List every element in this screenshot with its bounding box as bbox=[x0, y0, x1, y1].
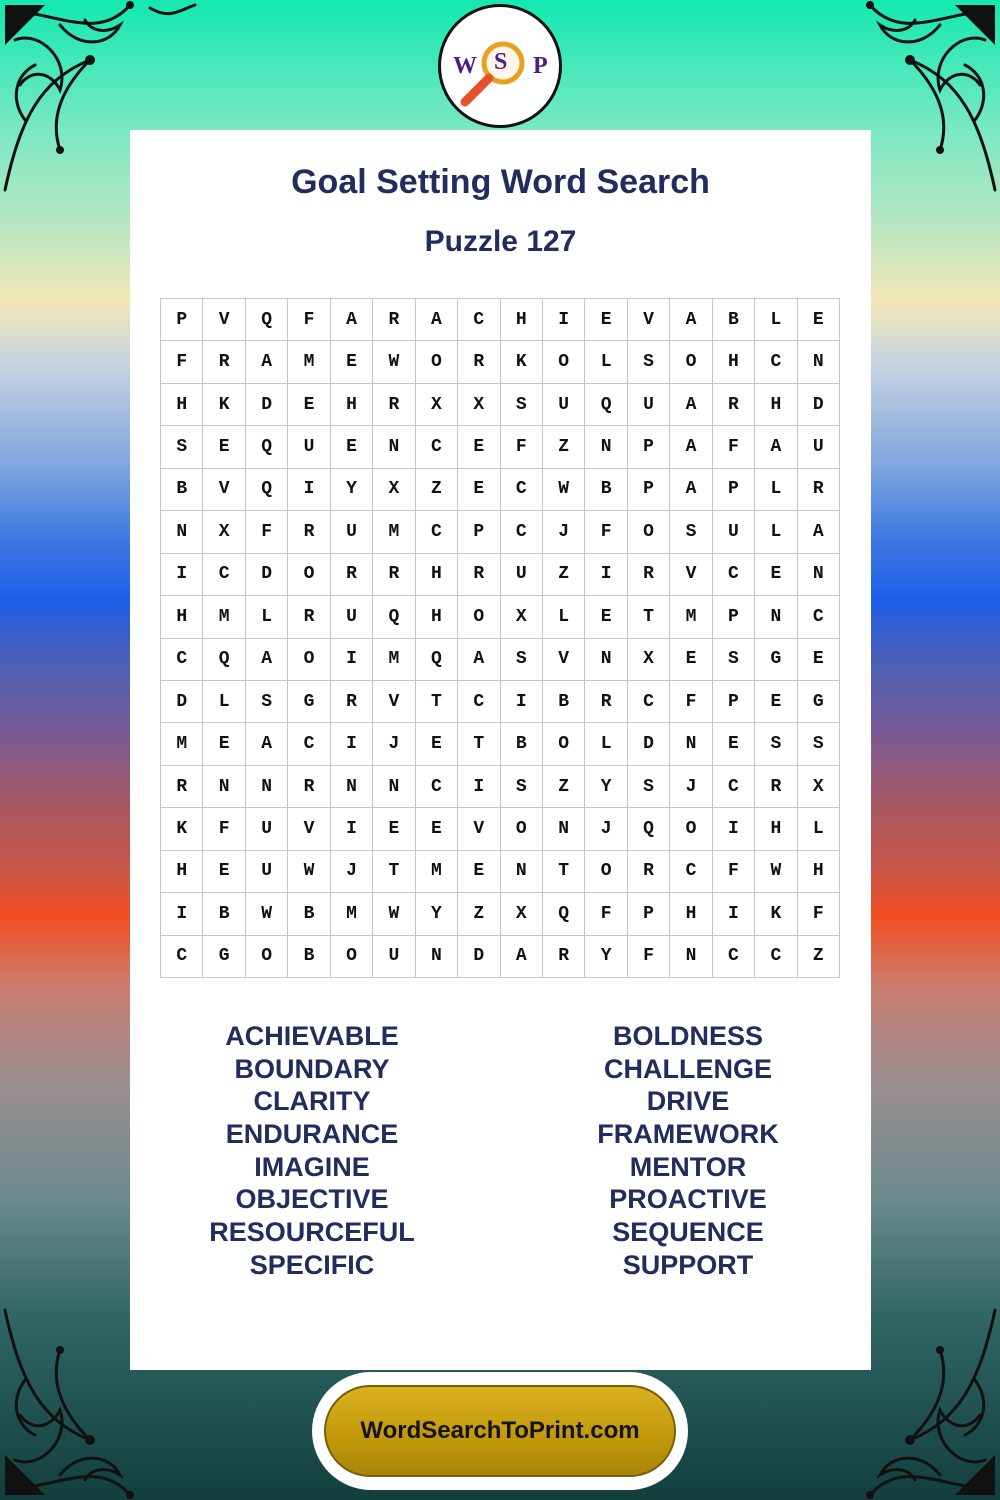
grid-cell[interactable]: Q bbox=[543, 893, 585, 935]
grid-cell[interactable]: Y bbox=[585, 766, 627, 808]
grid-cell[interactable]: O bbox=[501, 808, 543, 850]
grid-cell[interactable]: R bbox=[288, 596, 330, 638]
grid-cell[interactable]: N bbox=[670, 936, 712, 978]
grid-cell[interactable]: Q bbox=[416, 639, 458, 681]
grid-cell[interactable]: V bbox=[458, 808, 500, 850]
grid-cell[interactable]: H bbox=[755, 808, 797, 850]
grid-cell[interactable]: I bbox=[331, 639, 373, 681]
grid-cell[interactable]: N bbox=[373, 426, 415, 468]
grid-cell[interactable]: O bbox=[670, 341, 712, 383]
grid-cell[interactable]: G bbox=[798, 681, 840, 723]
grid-cell[interactable]: E bbox=[755, 681, 797, 723]
grid-cell[interactable]: F bbox=[161, 341, 203, 383]
grid-cell[interactable]: Q bbox=[585, 384, 627, 426]
grid-cell[interactable]: O bbox=[585, 851, 627, 893]
grid-cell[interactable]: R bbox=[798, 469, 840, 511]
grid-cell[interactable]: S bbox=[628, 766, 670, 808]
grid-cell[interactable]: O bbox=[288, 554, 330, 596]
grid-cell[interactable]: T bbox=[416, 681, 458, 723]
grid-cell[interactable]: A bbox=[246, 639, 288, 681]
grid-cell[interactable]: U bbox=[628, 384, 670, 426]
grid-cell[interactable]: H bbox=[713, 341, 755, 383]
grid-cell[interactable]: H bbox=[161, 851, 203, 893]
grid-cell[interactable]: S bbox=[755, 723, 797, 765]
grid-cell[interactable]: D bbox=[161, 681, 203, 723]
grid-cell[interactable]: Q bbox=[246, 469, 288, 511]
grid-cell[interactable]: H bbox=[161, 384, 203, 426]
grid-cell[interactable]: S bbox=[798, 723, 840, 765]
word-list-item: RESOURCEFUL bbox=[209, 1217, 415, 1248]
grid-cell[interactable]: R bbox=[203, 341, 245, 383]
grid-cell[interactable]: E bbox=[713, 723, 755, 765]
word-list-item: SEQUENCE bbox=[612, 1217, 764, 1248]
grid-cell[interactable]: B bbox=[713, 299, 755, 341]
grid-cell[interactable]: E bbox=[585, 596, 627, 638]
grid-cell[interactable]: N bbox=[543, 808, 585, 850]
grid-cell[interactable]: B bbox=[288, 936, 330, 978]
grid-cell[interactable]: Q bbox=[246, 426, 288, 468]
word-list-item: MENTOR bbox=[629, 1151, 747, 1182]
grid-cell[interactable]: E bbox=[670, 639, 712, 681]
grid-cell[interactable]: F bbox=[713, 426, 755, 468]
grid-cell[interactable]: G bbox=[755, 639, 797, 681]
grid-cell[interactable]: I bbox=[501, 681, 543, 723]
grid-cell[interactable]: U bbox=[331, 596, 373, 638]
grid-cell[interactable]: W bbox=[246, 893, 288, 935]
grid-cell[interactable]: T bbox=[458, 723, 500, 765]
grid-cell[interactable]: F bbox=[501, 426, 543, 468]
grid-cell[interactable]: C bbox=[755, 341, 797, 383]
grid-cell[interactable]: N bbox=[755, 596, 797, 638]
grid-cell[interactable]: H bbox=[670, 893, 712, 935]
page-title: Goal Setting Word Search bbox=[291, 163, 710, 201]
grid-cell[interactable]: A bbox=[670, 384, 712, 426]
grid-cell[interactable]: X bbox=[373, 469, 415, 511]
grid-cell[interactable]: B bbox=[585, 469, 627, 511]
grid-cell[interactable]: I bbox=[713, 893, 755, 935]
grid-cell[interactable]: N bbox=[161, 511, 203, 553]
grid-cell[interactable]: N bbox=[585, 639, 627, 681]
grid-cell[interactable]: L bbox=[755, 469, 797, 511]
word-list-item: ENDURANCE bbox=[225, 1119, 399, 1150]
grid-cell[interactable]: E bbox=[585, 299, 627, 341]
grid-cell[interactable]: D bbox=[798, 384, 840, 426]
grid-cell[interactable]: L bbox=[798, 808, 840, 850]
grid-cell[interactable]: Z bbox=[543, 426, 585, 468]
word-list-item: OBJECTIVE bbox=[235, 1184, 389, 1215]
grid-cell[interactable]: E bbox=[416, 723, 458, 765]
grid-cell[interactable]: N bbox=[203, 766, 245, 808]
grid-cell[interactable]: C bbox=[501, 469, 543, 511]
grid-cell[interactable]: S bbox=[628, 341, 670, 383]
grid-cell[interactable]: N bbox=[798, 554, 840, 596]
grid-cell[interactable]: Q bbox=[203, 639, 245, 681]
logo-letter-s: S bbox=[494, 49, 508, 75]
grid-cell[interactable]: C bbox=[713, 936, 755, 978]
grid-cell[interactable]: O bbox=[288, 639, 330, 681]
word-list-item: DRIVE bbox=[646, 1086, 730, 1117]
grid-cell[interactable]: D bbox=[458, 936, 500, 978]
grid-cell[interactable]: L bbox=[585, 341, 627, 383]
grid-cell[interactable]: U bbox=[373, 936, 415, 978]
grid-cell[interactable]: F bbox=[203, 808, 245, 850]
grid-cell[interactable]: L bbox=[543, 596, 585, 638]
grid-cell[interactable]: A bbox=[501, 936, 543, 978]
grid-cell[interactable]: R bbox=[755, 766, 797, 808]
grid-cell[interactable]: T bbox=[543, 851, 585, 893]
word-list-item: PROACTIVE bbox=[609, 1184, 767, 1215]
grid-cell[interactable]: H bbox=[331, 384, 373, 426]
grid-cell[interactable]: W bbox=[373, 893, 415, 935]
grid-cell[interactable]: X bbox=[798, 766, 840, 808]
grid-cell[interactable]: O bbox=[416, 341, 458, 383]
grid-cell[interactable]: F bbox=[585, 511, 627, 553]
grid-cell[interactable]: R bbox=[628, 554, 670, 596]
word-list-left bbox=[162, 1020, 462, 1282]
grid-cell[interactable]: R bbox=[373, 384, 415, 426]
grid-cell[interactable]: S bbox=[670, 511, 712, 553]
grid-cell[interactable]: V bbox=[288, 808, 330, 850]
logo-letter-w: W bbox=[453, 53, 477, 79]
grid-cell[interactable]: H bbox=[416, 554, 458, 596]
word-list-item: CHALLENGE bbox=[604, 1053, 772, 1084]
grid-cell[interactable]: Z bbox=[798, 936, 840, 978]
grid-cell[interactable]: A bbox=[246, 341, 288, 383]
grid-cell[interactable]: R bbox=[713, 384, 755, 426]
grid-cell[interactable]: I bbox=[331, 808, 373, 850]
grid-cell[interactable]: R bbox=[161, 766, 203, 808]
grid-cell[interactable]: R bbox=[331, 554, 373, 596]
grid-cell[interactable]: K bbox=[755, 893, 797, 935]
grid-cell[interactable]: V bbox=[670, 554, 712, 596]
grid-cell[interactable]: H bbox=[501, 299, 543, 341]
grid-cell[interactable]: C bbox=[628, 681, 670, 723]
grid-cell[interactable]: O bbox=[543, 341, 585, 383]
grid-cell[interactable]: J bbox=[585, 808, 627, 850]
grid-cell[interactable]: U bbox=[501, 554, 543, 596]
grid-cell[interactable]: M bbox=[331, 893, 373, 935]
grid-cell[interactable]: X bbox=[203, 511, 245, 553]
puzzle-number: Puzzle 127 bbox=[424, 225, 577, 258]
grid-cell[interactable]: N bbox=[670, 723, 712, 765]
grid-cell[interactable]: L bbox=[755, 511, 797, 553]
grid-cell[interactable]: D bbox=[628, 723, 670, 765]
grid-cell[interactable]: O bbox=[331, 936, 373, 978]
grid-cell[interactable]: C bbox=[713, 554, 755, 596]
grid-cell[interactable]: C bbox=[161, 639, 203, 681]
grid-cell[interactable]: C bbox=[670, 851, 712, 893]
grid-cell[interactable]: C bbox=[798, 596, 840, 638]
grid-cell[interactable]: E bbox=[288, 384, 330, 426]
grid-cell[interactable]: B bbox=[501, 723, 543, 765]
grid-cell[interactable]: S bbox=[501, 766, 543, 808]
grid-cell[interactable]: E bbox=[798, 299, 840, 341]
grid-cell[interactable]: M bbox=[288, 341, 330, 383]
grid-cell[interactable]: F bbox=[670, 681, 712, 723]
grid-cell[interactable]: A bbox=[458, 639, 500, 681]
grid-cell[interactable]: E bbox=[416, 808, 458, 850]
grid-cell[interactable]: P bbox=[458, 511, 500, 553]
grid-cell[interactable]: C bbox=[501, 511, 543, 553]
grid-cell[interactable]: M bbox=[670, 596, 712, 638]
grid-cell[interactable]: U bbox=[246, 851, 288, 893]
word-list-item: FRAMEWORK bbox=[597, 1119, 779, 1150]
grid-cell[interactable]: V bbox=[373, 681, 415, 723]
grid-cell[interactable]: B bbox=[543, 681, 585, 723]
grid-cell[interactable]: H bbox=[755, 384, 797, 426]
logo-letter-p: P bbox=[533, 53, 548, 79]
word-list-item: ACHIEVABLE bbox=[225, 1021, 399, 1051]
word-list-item: IMAGINE bbox=[254, 1151, 370, 1182]
grid-cell[interactable]: X bbox=[501, 596, 543, 638]
grid-cell[interactable]: B bbox=[161, 469, 203, 511]
grid-cell[interactable]: E bbox=[458, 426, 500, 468]
grid-cell[interactable]: R bbox=[543, 936, 585, 978]
grid-cell[interactable]: H bbox=[161, 596, 203, 638]
grid-cell[interactable]: K bbox=[203, 384, 245, 426]
grid-cell[interactable]: A bbox=[416, 299, 458, 341]
grid-cell[interactable]: E bbox=[458, 469, 500, 511]
grid-cell[interactable]: Y bbox=[416, 893, 458, 935]
grid-cell[interactable]: N bbox=[501, 851, 543, 893]
grid-cell[interactable]: A bbox=[670, 426, 712, 468]
grid-cell[interactable]: T bbox=[628, 596, 670, 638]
grid-cell[interactable]: C bbox=[755, 936, 797, 978]
grid-cell[interactable]: W bbox=[373, 341, 415, 383]
grid-cell[interactable]: U bbox=[543, 384, 585, 426]
grid-cell[interactable]: U bbox=[288, 426, 330, 468]
grid-cell[interactable]: I bbox=[543, 299, 585, 341]
grid-cell[interactable]: F bbox=[628, 936, 670, 978]
grid-cell[interactable]: C bbox=[713, 766, 755, 808]
grid-cell[interactable]: F bbox=[713, 851, 755, 893]
grid-cell[interactable]: I bbox=[458, 766, 500, 808]
grid-cell[interactable]: P bbox=[713, 469, 755, 511]
grid-cell[interactable]: R bbox=[585, 681, 627, 723]
grid-cell[interactable]: U bbox=[246, 808, 288, 850]
grid-cell[interactable]: L bbox=[246, 596, 288, 638]
grid-cell[interactable]: E bbox=[373, 808, 415, 850]
grid-cell[interactable]: L bbox=[755, 299, 797, 341]
grid-cell[interactable]: S bbox=[161, 426, 203, 468]
grid-cell[interactable]: R bbox=[458, 341, 500, 383]
grid-cell[interactable]: Y bbox=[331, 469, 373, 511]
grid-cell[interactable]: S bbox=[501, 384, 543, 426]
grid-cell[interactable]: C bbox=[416, 511, 458, 553]
word-list-item: BOUNDARY bbox=[234, 1053, 390, 1084]
grid-cell[interactable]: P bbox=[713, 596, 755, 638]
grid-cell[interactable]: N bbox=[373, 766, 415, 808]
grid-cell[interactable]: L bbox=[585, 723, 627, 765]
grid-cell[interactable]: D bbox=[246, 554, 288, 596]
grid-cell[interactable]: W bbox=[755, 851, 797, 893]
word-list-item: BOLDNESS bbox=[612, 1021, 764, 1051]
grid-cell[interactable]: O bbox=[246, 936, 288, 978]
grid-cell[interactable]: M bbox=[416, 851, 458, 893]
grid-cell[interactable]: O bbox=[543, 723, 585, 765]
letter-grid bbox=[160, 298, 840, 978]
grid-cell[interactable]: V bbox=[628, 299, 670, 341]
grid-cell[interactable]: S bbox=[713, 639, 755, 681]
grid-cell[interactable]: K bbox=[161, 808, 203, 850]
grid-cell[interactable]: Z bbox=[458, 893, 500, 935]
word-list-right bbox=[538, 1020, 838, 1282]
grid-cell[interactable]: E bbox=[203, 851, 245, 893]
grid-cell[interactable]: I bbox=[161, 554, 203, 596]
grid-cell[interactable]: C bbox=[458, 681, 500, 723]
grid-cell[interactable]: E bbox=[458, 851, 500, 893]
footer-site-link[interactable]: WordSearchToPrint.com bbox=[324, 1385, 676, 1477]
grid-cell[interactable]: R bbox=[288, 766, 330, 808]
grid-cell[interactable]: P bbox=[713, 681, 755, 723]
grid-cell[interactable]: A bbox=[670, 299, 712, 341]
grid-cell[interactable]: H bbox=[416, 596, 458, 638]
word-list-item: SUPPORT bbox=[622, 1249, 754, 1280]
grid-cell[interactable]: A bbox=[670, 469, 712, 511]
grid-cell[interactable]: J bbox=[543, 511, 585, 553]
grid-cell[interactable]: F bbox=[246, 511, 288, 553]
grid-cell[interactable]: C bbox=[288, 723, 330, 765]
grid-cell[interactable]: A bbox=[246, 723, 288, 765]
grid-cell[interactable]: R bbox=[373, 299, 415, 341]
grid-cell[interactable]: P bbox=[628, 893, 670, 935]
grid-cell[interactable]: O bbox=[628, 511, 670, 553]
grid-cell[interactable]: Q bbox=[246, 299, 288, 341]
grid-cell[interactable]: C bbox=[416, 426, 458, 468]
grid-cell[interactable]: J bbox=[670, 766, 712, 808]
grid-cell[interactable]: X bbox=[628, 639, 670, 681]
grid-cell[interactable]: Q bbox=[373, 596, 415, 638]
grid-cell[interactable]: R bbox=[373, 554, 415, 596]
grid-cell[interactable]: M bbox=[161, 723, 203, 765]
grid-cell[interactable]: N bbox=[331, 766, 373, 808]
grid-cell[interactable]: P bbox=[161, 299, 203, 341]
grid-cell[interactable]: A bbox=[755, 426, 797, 468]
grid-cell[interactable]: W bbox=[543, 469, 585, 511]
grid-cell[interactable]: E bbox=[798, 639, 840, 681]
grid-cell[interactable]: A bbox=[798, 511, 840, 553]
grid-cell[interactable]: U bbox=[713, 511, 755, 553]
grid-cell[interactable]: S bbox=[246, 681, 288, 723]
grid-cell[interactable]: I bbox=[161, 893, 203, 935]
grid-cell[interactable]: G bbox=[203, 936, 245, 978]
grid-cell[interactable]: E bbox=[331, 341, 373, 383]
grid-cell[interactable]: E bbox=[755, 554, 797, 596]
grid-cell[interactable]: L bbox=[203, 681, 245, 723]
grid-cell[interactable]: X bbox=[416, 384, 458, 426]
wsp-logo[interactable] bbox=[438, 4, 562, 128]
grid-cell[interactable]: I bbox=[288, 469, 330, 511]
grid-cell[interactable]: I bbox=[713, 808, 755, 850]
grid-cell[interactable]: Z bbox=[543, 766, 585, 808]
grid-cell[interactable]: R bbox=[458, 554, 500, 596]
grid-cell[interactable]: F bbox=[585, 893, 627, 935]
grid-cell[interactable]: X bbox=[458, 384, 500, 426]
grid-cell[interactable]: V bbox=[543, 639, 585, 681]
grid-cell[interactable]: N bbox=[585, 426, 627, 468]
word-list-item: CLARITY bbox=[253, 1086, 371, 1117]
grid-cell[interactable]: H bbox=[798, 851, 840, 893]
grid-cell[interactable]: J bbox=[331, 851, 373, 893]
grid-cell[interactable]: D bbox=[246, 384, 288, 426]
grid-cell[interactable]: U bbox=[798, 426, 840, 468]
grid-cell[interactable]: E bbox=[203, 723, 245, 765]
grid-cell[interactable]: Z bbox=[416, 469, 458, 511]
grid-cell[interactable]: O bbox=[458, 596, 500, 638]
grid-cell[interactable]: C bbox=[161, 936, 203, 978]
grid-cell[interactable]: R bbox=[331, 681, 373, 723]
grid-cell[interactable]: P bbox=[628, 426, 670, 468]
grid-cell[interactable]: B bbox=[203, 893, 245, 935]
grid-cell[interactable]: F bbox=[288, 299, 330, 341]
grid-cell[interactable]: J bbox=[373, 723, 415, 765]
grid-cell[interactable]: E bbox=[203, 426, 245, 468]
grid-cell[interactable]: W bbox=[288, 851, 330, 893]
grid-cell[interactable]: Q bbox=[628, 808, 670, 850]
grid-cell[interactable]: S bbox=[501, 639, 543, 681]
grid-cell[interactable]: M bbox=[373, 511, 415, 553]
grid-cell[interactable]: I bbox=[585, 554, 627, 596]
grid-cell[interactable]: P bbox=[628, 469, 670, 511]
grid-cell[interactable]: A bbox=[331, 299, 373, 341]
grid-cell[interactable]: I bbox=[331, 723, 373, 765]
grid-cell[interactable]: M bbox=[203, 596, 245, 638]
grid-cell[interactable]: E bbox=[331, 426, 373, 468]
grid-cell[interactable]: U bbox=[331, 511, 373, 553]
grid-cell[interactable]: N bbox=[416, 936, 458, 978]
grid-cell[interactable]: T bbox=[373, 851, 415, 893]
grid-cell[interactable]: M bbox=[373, 639, 415, 681]
word-list-item: SPECIFIC bbox=[249, 1249, 375, 1280]
grid-cell[interactable]: Y bbox=[585, 936, 627, 978]
grid-cell[interactable]: O bbox=[670, 808, 712, 850]
grid-cell[interactable]: B bbox=[288, 893, 330, 935]
grid-cell[interactable]: R bbox=[288, 511, 330, 553]
grid-cell[interactable]: Z bbox=[543, 554, 585, 596]
grid-cell[interactable]: N bbox=[798, 341, 840, 383]
grid-cell[interactable]: G bbox=[288, 681, 330, 723]
grid-cell[interactable]: K bbox=[501, 341, 543, 383]
grid-cell[interactable]: R bbox=[628, 851, 670, 893]
grid-cell[interactable]: C bbox=[416, 766, 458, 808]
grid-cell[interactable]: V bbox=[203, 299, 245, 341]
grid-cell[interactable]: N bbox=[246, 766, 288, 808]
grid-cell[interactable]: F bbox=[798, 893, 840, 935]
grid-cell[interactable]: X bbox=[501, 893, 543, 935]
grid-cell[interactable]: V bbox=[203, 469, 245, 511]
grid-cell[interactable]: C bbox=[203, 554, 245, 596]
grid-cell[interactable]: C bbox=[458, 299, 500, 341]
